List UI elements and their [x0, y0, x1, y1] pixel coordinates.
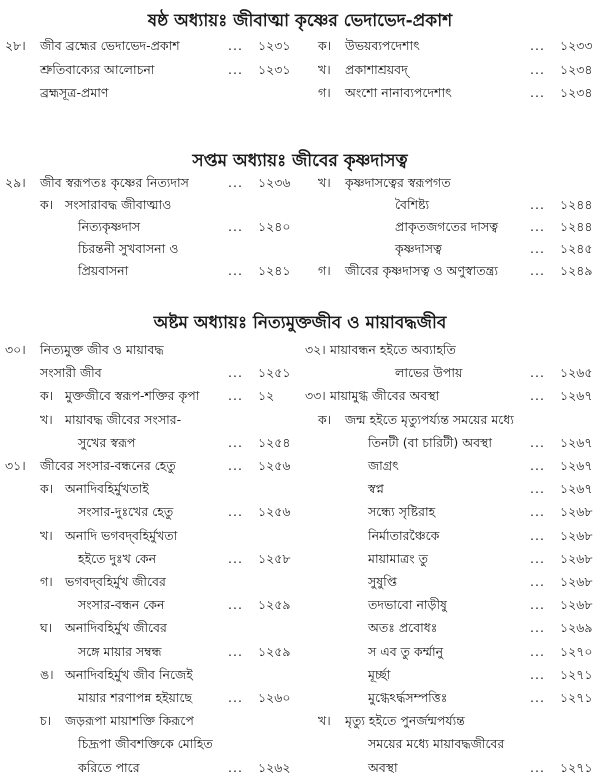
entry-label: তিনটী (বা চারিটী) অবস্থা: [368, 434, 492, 450]
toc-entry[interactable]: [0, 595, 300, 615]
page-number: ১২৩৩: [560, 38, 593, 53]
entry-number: গ।: [318, 263, 331, 278]
leader-dots: ...: [228, 365, 243, 381]
entry-label: সংসারী জীব: [40, 365, 102, 381]
entry-label: সুখের স্বরূপ: [78, 434, 136, 450]
page-number: ১২৫৬: [258, 504, 291, 520]
entry-label: প্রিয়বাসনা: [78, 263, 129, 278]
entry-label: অতঃ প্রবোধঃ: [368, 620, 438, 636]
leader-dots: ...: [530, 263, 545, 278]
page-number: ১২৪৯: [560, 263, 593, 278]
page-number: ১২৭১: [560, 666, 593, 682]
entry-label: সময়ের মধ্যে মায়াবদ্ধজীবের: [368, 736, 505, 752]
leader-dots: ...: [228, 690, 243, 705]
toc-entry[interactable]: [0, 734, 300, 754]
leader-dots: ...: [530, 527, 545, 543]
entry-number: ৩১।: [5, 458, 26, 473]
entry-label: সুষুপ্তি: [368, 574, 397, 589]
page-number: ১২৬৮: [560, 527, 593, 543]
page-number: ১২৪৪: [560, 219, 593, 234]
entry-number: ক।: [318, 38, 332, 53]
entry-number: গ।: [40, 574, 53, 589]
entry-label: শ্রুতিবাক্যের আলোচনা: [40, 61, 155, 77]
entry-label: সংসার-দুঃখের হেতু: [78, 504, 174, 520]
page-number: ১২৩১: [258, 38, 291, 53]
entry-label: কৃষ্ণদাসত্বের স্বরূপগত: [345, 175, 451, 190]
leader-dots: ...: [228, 434, 243, 450]
right-column: [300, 0, 600, 781]
toc-entry[interactable]: [300, 433, 600, 453]
entry-label: জাগ্রৎ: [368, 458, 399, 473]
page-number: ১২৬৮: [560, 574, 593, 589]
chapter-title: অষ্টম অধ্যায়ঃ নিত্যমুক্তজীব ও মায়াবদ্ধজীব: [153, 313, 447, 333]
page-number: ১২৬৭: [560, 481, 593, 497]
leader-dots: ...: [228, 61, 243, 77]
entry-number: ৩২।: [305, 342, 326, 357]
toc-entry[interactable]: [0, 479, 300, 499]
entry-label: ব্রহ্মসূত্র-প্রমাণ: [40, 85, 109, 100]
leader-dots: ...: [228, 458, 243, 473]
entry-label: মূর্চ্ছা: [368, 666, 391, 682]
page-number: ১২৪৫: [560, 241, 593, 256]
toc-entry[interactable]: [300, 758, 600, 778]
toc-entry[interactable]: [300, 734, 600, 754]
toc-entry[interactable]: [0, 642, 300, 662]
toc-entry[interactable]: [300, 479, 600, 499]
leader-dots: ...: [228, 597, 243, 613]
entry-label: প্রকাশাশ্রয়বদ্: [345, 61, 408, 77]
leader-dots: ...: [530, 666, 545, 682]
entry-label: তদভাবো নাড়ীষু: [368, 597, 447, 613]
entry-label: মায়াবদ্ধ জীবের সংসার-: [65, 411, 182, 427]
entry-number: খ।: [40, 411, 53, 427]
leader-dots: ...: [228, 175, 243, 190]
toc-entry[interactable]: [300, 665, 600, 685]
toc-entry[interactable]: [300, 410, 600, 430]
leader-dots: ...: [530, 388, 545, 404]
chapter-title: সপ্তম অধ্যায়ঃ জীবের কৃষ্ণদাসত্ব: [192, 151, 408, 171]
toc-entry[interactable]: [0, 688, 300, 708]
toc-entry[interactable]: [300, 340, 600, 360]
entry-label: প্রাকৃতজগতের দাসত্ব: [395, 219, 499, 234]
entry-label: চিদ্রূপা জীবশক্তিকে মোহিত: [78, 736, 213, 752]
page-number: ১২: [258, 388, 275, 404]
entry-label: মায়ার শরণাপন্ন হইয়াছে: [78, 690, 193, 705]
toc-entry[interactable]: [300, 456, 600, 476]
entry-label: লাভের উপায়: [395, 365, 463, 381]
leader-dots: ...: [530, 550, 545, 566]
leader-dots: ...: [530, 61, 545, 77]
leader-dots: ...: [228, 38, 243, 53]
entry-number: খ।: [318, 713, 331, 729]
toc-entry[interactable]: [300, 363, 600, 383]
page-number: ১২৬০: [258, 690, 291, 705]
leader-dots: ...: [530, 219, 545, 234]
leader-dots: ...: [228, 388, 243, 404]
toc-entry[interactable]: [300, 618, 600, 638]
leader-dots: ...: [530, 597, 545, 613]
toc-entry[interactable]: [0, 665, 300, 685]
page-number: ১২৭০: [560, 643, 593, 659]
entry-label: জীবের সংসার-বন্ধনের হেতু: [40, 458, 176, 473]
entry-label: অংশো নানাব্যপদেশাৎ: [345, 85, 452, 100]
entry-label: উভয়ব্যপদেশাৎ: [345, 38, 420, 53]
entry-number: ৩৩।: [305, 388, 326, 404]
entry-number: ২৯।: [5, 175, 26, 190]
entry-label: মায়ামুগ্ধ জীবের অবস্থা: [330, 388, 440, 404]
entry-label: মুক্তজীবে স্বরূপ-শক্তির কৃপা: [65, 388, 200, 404]
entry-label: মায়ামাত্রং তু: [368, 550, 429, 566]
entry-label: নিত্যমুক্ত জীব ও মায়াবদ্ধ: [40, 342, 164, 357]
page-number: ১২৬৭: [560, 388, 593, 404]
entry-number: ক।: [318, 411, 332, 427]
leader-dots: ...: [228, 643, 243, 659]
leader-dots: ...: [530, 85, 545, 100]
entry-label: ভগবদ্‌বহির্মুখ জীবের: [65, 574, 166, 589]
leader-dots: ...: [530, 759, 545, 775]
leader-dots: ...: [530, 574, 545, 589]
entry-label: মুগ্ধেঽর্দ্ধসম্পত্তিঃ: [368, 690, 448, 705]
entry-number: ৩০।: [5, 342, 26, 357]
leader-dots: ...: [530, 481, 545, 497]
page-number: ১২৩৪: [560, 61, 593, 77]
toc-entry[interactable]: [0, 549, 300, 569]
entry-label: চিরন্তনী সুখবাসনা ও: [78, 241, 179, 256]
entry-label: জীব ব্রহ্মের ভেদাভেদ-প্রকাশ: [40, 38, 180, 53]
toc-entry[interactable]: [300, 502, 600, 522]
entry-number: খ।: [318, 175, 331, 190]
entry-label: নির্মাতারঞ্চৈকে: [368, 527, 440, 543]
entry-label: মৃত্যু হইতে পুনর্জন্মপর্য্যন্ত: [345, 713, 465, 729]
leader-dots: ...: [530, 197, 545, 212]
page-number: ১২৪১: [258, 263, 291, 278]
page-number: ১২৪৪: [560, 197, 593, 212]
entry-label: অনাদিবহির্মুখ জীবের: [65, 620, 167, 636]
leader-dots: ...: [530, 643, 545, 659]
toc-entry[interactable]: [300, 711, 600, 731]
leader-dots: ...: [530, 365, 545, 381]
page-number: ১২৬৯: [560, 620, 593, 636]
entry-number: ক।: [40, 481, 54, 497]
entry-label: বৈশিষ্ট্য: [395, 197, 430, 212]
toc-entry[interactable]: [300, 386, 600, 406]
page-number: ১২৬৭: [560, 458, 593, 473]
entry-label: স এব তু কর্ম্মানু: [368, 643, 444, 659]
page-number: ১২৪০: [258, 219, 291, 234]
page-number: ১২৬৮: [560, 550, 593, 566]
entry-label: স্বপ্ন: [368, 481, 384, 497]
entry-label: কৃষ্ণদাসত্ব: [395, 241, 442, 256]
leader-dots: ...: [530, 620, 545, 636]
toc-entry[interactable]: [0, 618, 300, 638]
entry-number: ক।: [40, 197, 54, 212]
page-number: ১২৬৫: [560, 365, 593, 381]
toc-entry[interactable]: [0, 758, 300, 778]
toc-entry[interactable]: [300, 549, 600, 569]
toc-entry[interactable]: [0, 410, 300, 430]
leader-dots: ...: [228, 263, 243, 278]
entry-label: জড়রূপা মায়াশক্তি কিরূপে: [65, 713, 194, 729]
leader-dots: ...: [530, 38, 545, 53]
entry-number: চ।: [40, 713, 52, 729]
toc-entry[interactable]: [0, 526, 300, 546]
entry-label: জন্ম হইতে মৃত্যুপর্য্যন্ত সময়ের মধ্যে: [345, 411, 514, 427]
leader-dots: ...: [530, 504, 545, 520]
toc-entry[interactable]: [300, 642, 600, 662]
toc-entry[interactable]: [0, 433, 300, 453]
entry-number: খ।: [318, 61, 331, 77]
chapter-title: ষষ্ঠ অধ্যায়ঃ জীবাত্মা কৃষ্ণের ভেদাভেদ-প্রকাশ: [147, 11, 453, 31]
page-number: ১২৫৯: [258, 643, 291, 659]
entry-label: মায়াবন্ধন হইতে অব্যাহতি: [330, 342, 456, 357]
entry-label: সন্ধ্যে সৃষ্টিরাহ: [368, 504, 436, 520]
leader-dots: ...: [228, 219, 243, 234]
leader-dots: ...: [530, 458, 545, 473]
entry-number: গ।: [318, 85, 331, 100]
page-number: ১২৩৬: [258, 175, 291, 190]
page-number: ১২৭১: [560, 690, 593, 705]
leader-dots: ...: [228, 759, 243, 775]
leader-dots: ...: [228, 550, 243, 566]
page-number: ১২৫৮: [258, 550, 291, 566]
toc-entry[interactable]: [300, 572, 600, 592]
entry-number: ঙ।: [40, 666, 54, 682]
entry-label: হইতে দুঃখ কেন: [78, 550, 157, 566]
toc-entry[interactable]: [0, 502, 300, 522]
entry-number: খ।: [40, 527, 53, 543]
toc-entry[interactable]: [300, 688, 600, 708]
page-number: ১২৫৪: [258, 434, 291, 450]
entry-number: ঘ।: [40, 620, 53, 636]
page-number: ১২৫৬: [258, 458, 291, 473]
leader-dots: ...: [530, 434, 545, 450]
entry-label: অনাদি ভগবদ্‌বহির্মুখতা: [65, 527, 178, 543]
entry-label: সংসারাবদ্ধ জীবাত্মাও: [65, 197, 172, 212]
entry-label: নিত্যকৃষ্ণদাস: [78, 219, 141, 234]
entry-label: অনাদিবহির্মুখতাই: [65, 481, 149, 497]
entry-label: সঙ্গে মায়ার সম্বন্ধ: [78, 643, 162, 659]
page-number: ১২৬৮: [560, 597, 593, 613]
entry-label: করিতে পারে: [78, 759, 140, 775]
leader-dots: ...: [228, 504, 243, 520]
entry-label: অবস্থা: [368, 759, 398, 775]
leader-dots: ...: [530, 690, 545, 705]
entry-label: জীব স্বরূপতঃ কৃষ্ণের নিত্যদাস: [40, 175, 189, 190]
entry-label: জীবের কৃষ্ণদাসত্ব ও অণুস্বাতন্ত্র্য: [345, 263, 498, 278]
page-number: ১২৭১: [560, 759, 593, 775]
page-number: ১২৫১: [258, 365, 291, 381]
page-number: ১২৫৯: [258, 597, 291, 613]
toc-entry[interactable]: [0, 363, 300, 383]
toc-entry[interactable]: [0, 572, 300, 592]
toc-entry[interactable]: [0, 340, 300, 360]
page-number: ১২৬৭: [560, 434, 593, 450]
page-number: ১২৩৪: [560, 85, 593, 100]
toc-entry[interactable]: [0, 386, 300, 406]
toc-entry[interactable]: [0, 711, 300, 731]
page-number: ১২৩১: [258, 61, 291, 77]
entry-label: সংসার-বন্ধন কেন: [78, 597, 165, 613]
toc-entry[interactable]: [300, 595, 600, 615]
page-number: ১২৬২: [258, 759, 291, 775]
toc-entry[interactable]: [0, 456, 300, 476]
entry-number: ২৮।: [5, 38, 26, 53]
leader-dots: ...: [530, 241, 545, 256]
page-number: ১২৬৮: [560, 504, 593, 520]
toc-entry[interactable]: [300, 526, 600, 546]
entry-number: ক।: [40, 388, 54, 404]
entry-label: অনাদিবহির্মুখ জীব নিজেই: [65, 666, 193, 682]
